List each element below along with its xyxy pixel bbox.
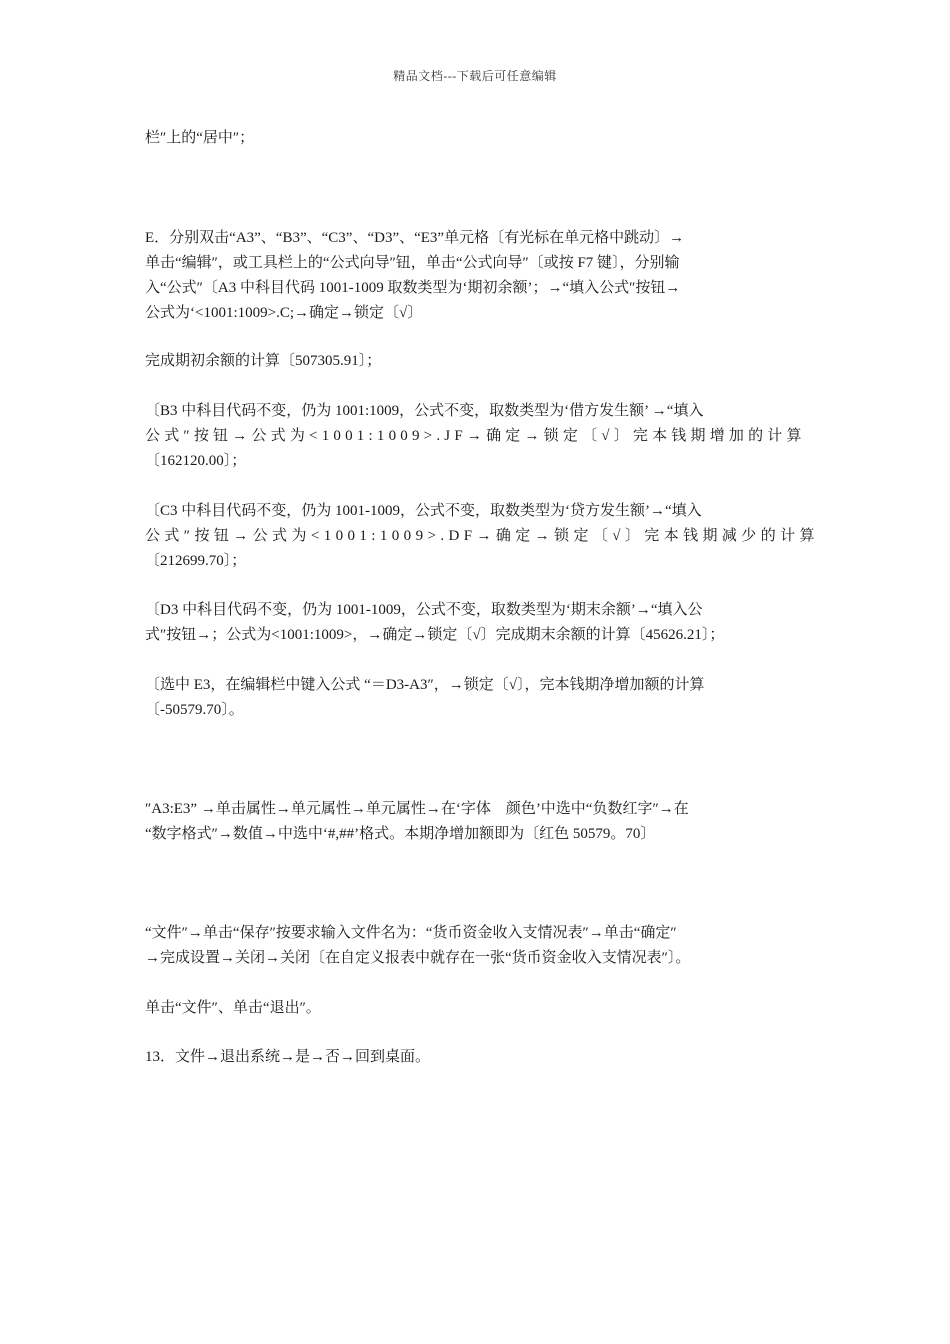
text-line: 〔选中 E3，在编辑栏中键入公式 “＝D3-A3″，→锁定〔√〕，完本钱期净增加额的计算 — [145, 677, 705, 693]
paragraph-exit — [145, 996, 807, 1021]
paragraph-c3-credit — [145, 499, 819, 574]
text-line: 公式″按钮→公式为<1001:1009>.JF→确定→锁定〔√〕完本钱期增加的计算 — [145, 428, 806, 444]
text-line: →完成设置→关闭→关闭〔在自定义报表中就存在一张“货币资金收入支情况表″〕。 — [145, 950, 691, 966]
text-line: ″A3:E3” →单击属性→单元属性→单元属性→在‘字体 颜色’中选中“负数红字″→在 — [145, 801, 689, 817]
page-header: 精品文档---下载后可任意编辑 — [393, 69, 557, 83]
text-line: 单击“编辑″，或工具栏上的“公式向导″钮，单击“公式向导″〔或按 F7 键〕，分别输 — [145, 255, 680, 271]
text-line: 公式″按钮→公式为<1001:1009>.DF→确定→锁定〔√〕完本钱期减少的计算 — [145, 528, 819, 544]
text-line: “数字格式″→数值→中选中‘#,##’格式。本期净增加额即为〔红色 50579。70〕 — [145, 826, 656, 842]
text-line: E．分别双击“A3”、“B3”、“C3”、“D3”、“E3”单元格〔有光标在单元格中跳动〕→ — [145, 230, 685, 246]
paragraph-format — [145, 797, 807, 847]
paragraph-opening-balance — [145, 349, 807, 374]
text-line: 完成期初余额的计算〔507305.91〕； — [145, 353, 382, 369]
paragraph-d3-closing — [145, 598, 807, 648]
paragraph-align-center — [145, 126, 807, 151]
text-line: 式″按钮→；公式为<1001:1009>，→确定→锁定〔√〕完成期末余额的计算〔45626.21〕； — [145, 627, 725, 643]
text-line: 〔162120.00〕； — [145, 453, 247, 469]
text-line: 〔212699.70〕； — [145, 553, 247, 569]
text-line: 单击“文件″、单击“退出″。 — [145, 1000, 321, 1016]
text-line: 公式为‘<1001:1009>.C;→确定→锁定〔√〕 — [145, 305, 423, 321]
text-line: “文件″→单击“保存″按要求输入文件名为：“货币资金收入支情况表″→单击“确定″ — [145, 925, 677, 941]
text-line: 〔D3 中科目代码不变，仍为 1001-1009，公式不变，取数类型为‘期末余额’→“填入公 — [145, 602, 703, 618]
text-line: 〔B3 中科目代码不变，仍为 1001:1009，公式不变，取数类型为‘借方发生额’ →“填入 — [145, 403, 704, 419]
paragraph-step-e — [145, 226, 807, 326]
paragraph-step-13 — [145, 1045, 807, 1070]
paragraph-save — [145, 921, 807, 971]
text-line: 13．文件→退出系统→是→否→回到桌面。 — [145, 1049, 431, 1065]
text-line: 〔C3 中科目代码不变，仍为 1001-1009，公式不变，取数类型为‘贷方发生额’→“填入 — [145, 503, 702, 519]
text-line: 入“公式″〔A3 中科目代码 1001-1009 取数类型为‘期初余额’；→“填入公式″按钮→ — [145, 280, 681, 296]
text-line: 〔-50579.70〕。 — [145, 702, 244, 718]
paragraph-b3-debit — [145, 399, 807, 474]
paragraph-e3-net — [145, 673, 807, 723]
text-line: 栏″上的“居中″； — [145, 130, 255, 146]
